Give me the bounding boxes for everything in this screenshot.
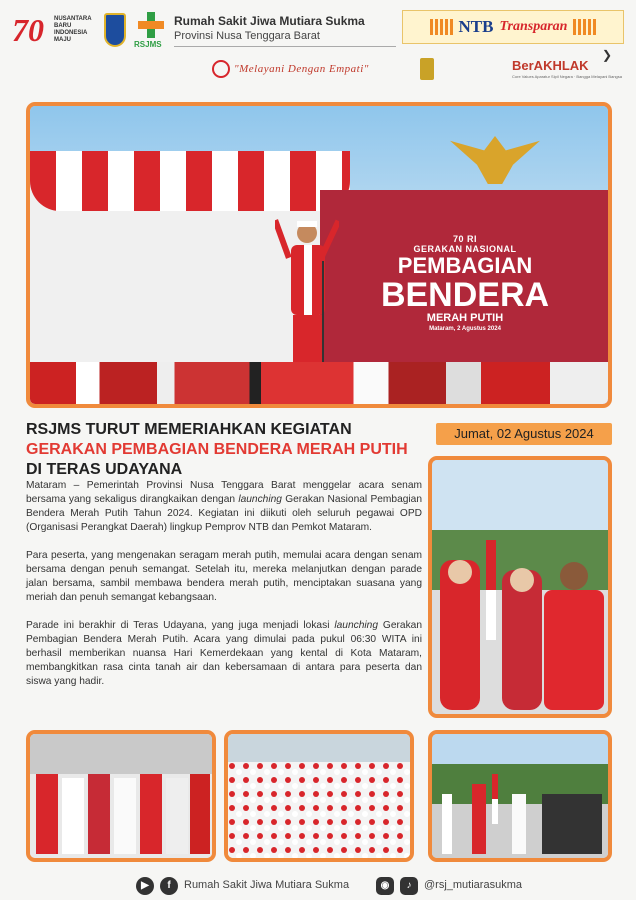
bottom-photo-1-scene — [30, 734, 212, 858]
paragraph-1 — [26, 479, 422, 535]
stage-line-gerakan: GERAKAN NASIONAL — [413, 244, 517, 254]
arrow-icon: ❯ — [602, 48, 613, 62]
facebook-name[interactable]: Rumah Sakit Jiwa Mutiara Sukma — [184, 879, 350, 891]
p3-text-b: Gerakan Pembagian Bendera Merah Putih. Acara yang dimulai pada pukul 06:30 WITA ini berhasil memberikan nuansa Hari Kemerdekaan yang kental di Kota Mataram, membangkitkan rasa cinta tanah air dan kebersamaan di antara para peserta dan siswa yang hadir. — [26, 620, 422, 687]
tiktok-icon[interactable]: ♪ — [400, 877, 418, 895]
stage-line-date: Mataram, 2 Agustus 2024 — [429, 326, 501, 332]
paragraph-2: Para peserta, yang mengenakan seragam merah putih, memulai acara dengan senam bersama dengan penuh semangat. Setelah itu, mereka melanjutkan dengan parade jalan bersama, sambil membawa bendera merah putih, menciptakan suasana yang meriah dan penuh semangat kebangsaan. — [26, 550, 422, 603]
award-badge-icon — [420, 58, 434, 80]
instagram-icon[interactable]: ◉ — [376, 877, 394, 895]
paragraph-3 — [26, 619, 422, 689]
title-line-1: RSJMS TURUT MEMERIAHKAN KEGIATAN — [26, 421, 352, 438]
rsjms-cross-icon — [138, 12, 164, 38]
stage-line-logo: 70 RI — [452, 234, 477, 244]
hospital-name: Rumah Sakit Jiwa Mutiara Sukma — [174, 14, 365, 28]
main-photo — [26, 102, 612, 408]
p1-emphasis: launching — [238, 494, 282, 505]
p3-text-a: Parade ini berakhir di Teras Udayana, yang juga menjadi lokasi — [26, 620, 335, 631]
facebook-icon[interactable]: f — [160, 877, 178, 895]
province-name: Provinsi Nusa Tenggara Barat — [174, 30, 320, 42]
youtube-icon[interactable]: ▶ — [136, 877, 154, 895]
motto-logo-icon — [212, 60, 230, 78]
bottom-photo-1 — [26, 730, 216, 862]
stage-line-pembagian: PEMBAGIAN — [397, 253, 533, 278]
tent-roof — [30, 151, 350, 211]
p1-text-b: Gerakan Nasional Pembagian Bendera Merah Putih Tahun 2024. Kegiatan ini diikuti oleh seluruh pegawai OPD (Organisasi Perangkat Daerah) lingkup Pemprov NTB dan Pemkot Mataram. — [26, 494, 422, 533]
ntb-transparan-banner — [402, 10, 624, 44]
p3-emphasis: launching — [334, 620, 378, 631]
title-line-3: DI TERAS UDAYANA — [26, 461, 183, 478]
footer — [0, 872, 636, 900]
bottom-photo-3 — [428, 730, 612, 862]
header-divider — [174, 46, 396, 47]
stripes-left-icon — [430, 19, 453, 35]
crowd — [30, 362, 608, 404]
date-badge: Jumat, 02 Agustus 2024 — [436, 423, 612, 445]
side-photo — [428, 456, 612, 718]
banner-ntb-text: NTB — [458, 17, 494, 36]
article-body — [26, 479, 422, 703]
side-photo-scene — [432, 460, 608, 714]
rsjms-logo-text: RSJMS — [134, 40, 162, 49]
banner-transparan-text: Transparan — [499, 19, 568, 34]
stripes-right-icon — [573, 19, 596, 35]
stage-line-bendera: BENDERA — [380, 276, 550, 314]
title-line-2: GERAKAN PEMBAGIAN BENDERA MERAH PUTIH — [26, 441, 408, 458]
stage-line-merah-putih: MERAH PUTIH — [426, 312, 504, 324]
motto-text: "Melayani Dengan Empati" — [234, 63, 369, 75]
anniversary-tagline: NUSANTARA BARU INDONESIA MAJU — [54, 16, 92, 43]
ntb-crest-icon — [104, 13, 126, 47]
p1-text-a: Mataram – Pemerintah Provinsi Nusa Tenggara Barat menggelar acara senam bersama yang sekaligus dirangkaikan dengan — [26, 480, 422, 505]
berakhlak-subtitle: Core Values Aparatur Sipil Negara · Bangga Melayani Bangsa — [512, 74, 622, 79]
bottom-photo-2-scene — [228, 734, 410, 858]
anniversary-logo: 70 — [12, 12, 44, 48]
social-handle[interactable]: @rsj_mutiarasukma — [424, 879, 522, 891]
article-title — [26, 420, 426, 480]
bottom-photo-2 — [224, 730, 414, 862]
berakhlak-logo: BerAKHLAK — [512, 58, 589, 73]
bottom-photo-3-scene — [432, 734, 608, 858]
stage-title — [320, 234, 610, 332]
